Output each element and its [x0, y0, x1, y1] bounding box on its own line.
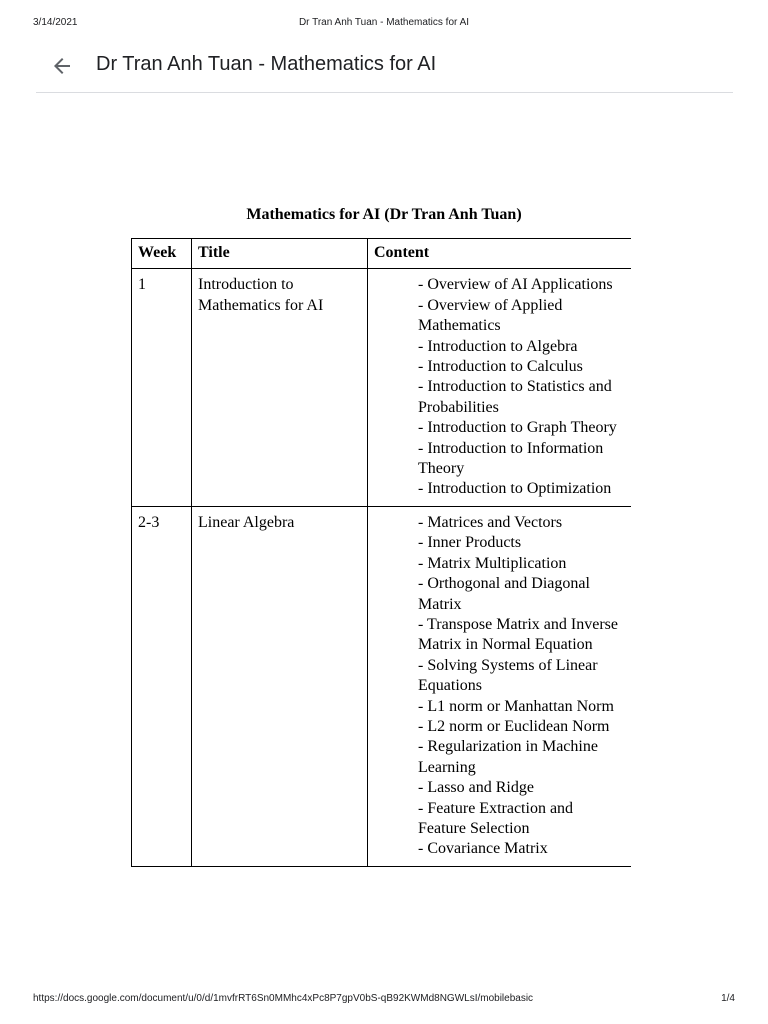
content-item: - Feature Extraction and Feature Selection — [418, 799, 574, 837]
print-date: 3/14/2021 — [33, 17, 78, 28]
content-item: - Introduction to Calculus — [418, 358, 583, 376]
content-item: - Overview of Applied Mathematics — [418, 296, 563, 335]
document-heading: Mathematics for AI (Dr Tran Anh Tuan) — [246, 206, 522, 223]
content-item: - Overview of AI Applications — [418, 276, 613, 294]
content-cell — [368, 506, 632, 866]
content-item: - Introduction to Statistics and Probabilities — [418, 378, 612, 416]
page-number: 1/4 — [721, 993, 735, 1004]
content-item: - Inner Products — [418, 534, 522, 552]
table-header-row — [132, 239, 632, 269]
content-item: - Transpose Matrix and Inverse Matrix in Normal Equation — [418, 615, 618, 654]
header-week: Week — [132, 239, 192, 269]
app-bar — [36, 48, 733, 93]
title-cell: Introduction to Mathematics for AI — [192, 269, 368, 506]
print-header — [0, 17, 768, 31]
title-cell: Linear Algebra — [192, 506, 368, 866]
print-title: Dr Tran Anh Tuan - Mathematics for AI — [298, 17, 470, 28]
content-item: - L2 norm or Euclidean Norm — [418, 717, 610, 735]
content-item: - L1 norm or Manhattan Norm — [418, 697, 614, 715]
header-content: Content — [368, 239, 632, 269]
content-item: - Solving Systems of Linear Equations — [418, 656, 598, 695]
content-item: - Covariance Matrix — [418, 840, 548, 858]
week-cell: 2-3 — [132, 506, 192, 866]
print-url: https://docs.google.com/document/u/0/d/1mvfrRT6Sn0MMhc4xPc8P7gpV0bS-qB92KWMd8NGWLsI/mobilebasic — [33, 993, 534, 1004]
document-title: Dr Tran Anh Tuan - Mathematics for AI — [96, 53, 437, 75]
content-item: - Introduction to Optimization — [418, 480, 612, 498]
content-item: - Introduction to Information Theory — [418, 439, 604, 478]
content-item: - Introduction to Graph Theory — [418, 419, 617, 437]
print-footer — [0, 993, 768, 1007]
arrow-left-icon — [50, 54, 74, 78]
syllabus-table — [131, 238, 631, 867]
content-cell — [368, 269, 632, 506]
content-item: - Regularization in Machine Learning — [418, 738, 598, 776]
content-item: - Orthogonal and Diagonal Matrix — [418, 575, 590, 613]
week-cell: 1 — [132, 269, 192, 506]
content-item: - Matrix Multiplication — [418, 554, 567, 572]
content-item: - Introduction to Algebra — [418, 337, 578, 355]
content-item: - Lasso and Ridge — [418, 779, 534, 797]
syllabus-table-container — [131, 238, 631, 988]
back-button[interactable] — [50, 54, 74, 78]
table-row — [132, 269, 632, 506]
table-row — [132, 506, 632, 866]
header-title: Title — [192, 239, 368, 269]
content-item: - Matrices and Vectors — [418, 513, 563, 531]
